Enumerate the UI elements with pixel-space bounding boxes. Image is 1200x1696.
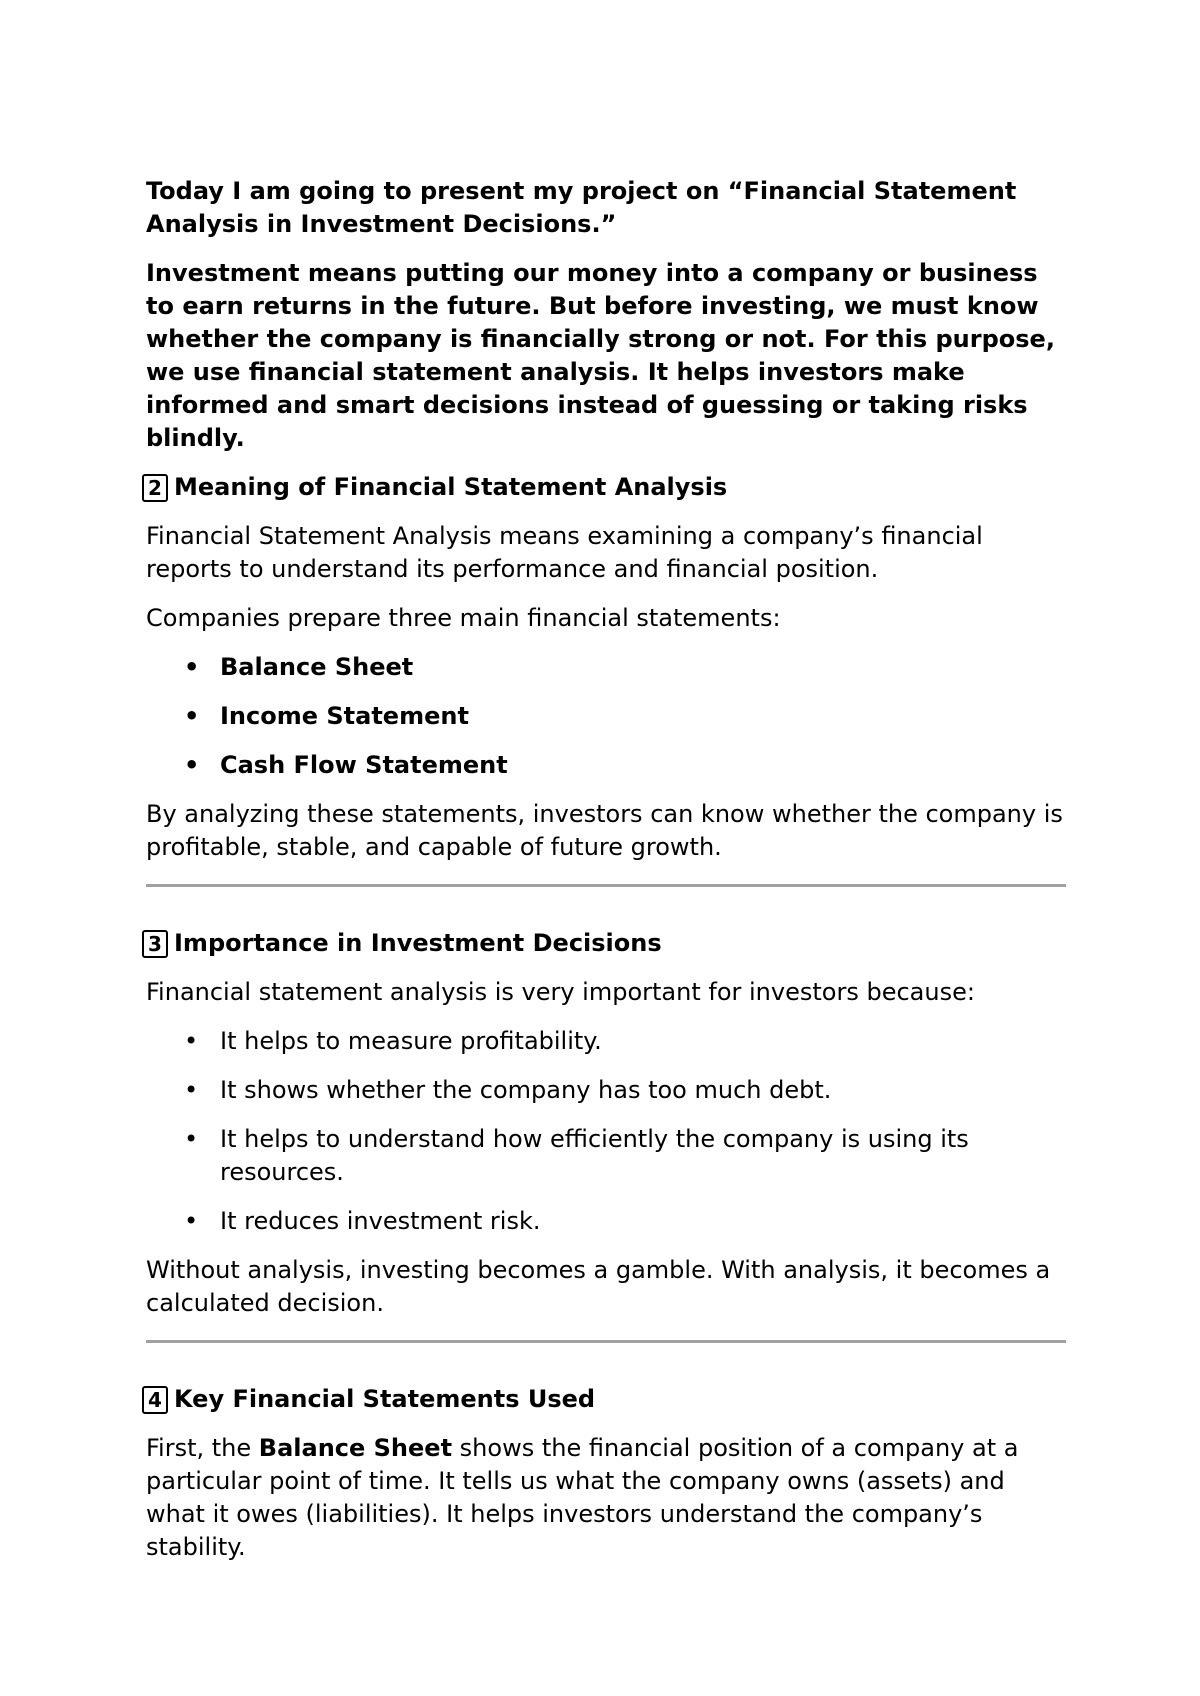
bold-term: Balance Sheet — [258, 1434, 453, 1462]
list-item-text: Balance Sheet — [220, 653, 414, 681]
list-item — [146, 1025, 1066, 1058]
section-3-title: Importance in Investment Decisions — [174, 929, 662, 957]
divider — [146, 1340, 1066, 1343]
section-2-heading — [146, 471, 1066, 504]
section-3-number-icon: 3 — [142, 930, 168, 958]
list-item-text: Cash Flow Statement — [220, 751, 508, 779]
section-3-paragraph-1: Financial statement analysis is very important for investors because: — [146, 978, 975, 1006]
list-item — [146, 1123, 1066, 1189]
text-run: shows the financial position of a company at a particular point of time. It tells us what the company owns (assets) and what it owes (liabilities). It helps investors understand the company’s stability. — [146, 1434, 1019, 1561]
statements-list — [146, 651, 1066, 782]
section-2-paragraph-3: By analyzing these statements, investors can know whether the company is profitable, stable, and capable of future growth. — [146, 800, 1063, 861]
section-2-paragraph-2: Companies prepare three main financial statements: — [146, 604, 781, 632]
section-4-paragraph-1 — [146, 1432, 1066, 1564]
importance-list — [146, 1025, 1066, 1238]
divider — [146, 884, 1066, 887]
list-item — [146, 651, 1066, 684]
list-item — [146, 749, 1066, 782]
text-run: First, the — [146, 1434, 259, 1462]
list-item — [146, 1074, 1066, 1107]
section-4-title: Key Financial Statements Used — [174, 1385, 596, 1413]
intro-paragraph: Investment means putting our money into a company or business to earn returns in the future. But before investing, we must know whether the company is financially strong or not. For this purpose, we use financial statement analysis. It helps investors make informed and smart decisions instead of guessing or taking risks blindly. — [146, 259, 1055, 452]
section-2-number-icon: 2 — [142, 474, 168, 502]
bullet-icon: • — [184, 702, 200, 730]
bullet-icon: • — [184, 1027, 199, 1055]
list-item-text: It helps to measure profitability. — [220, 1027, 602, 1055]
document-page — [146, 175, 1066, 1580]
list-item-text: Income Statement — [220, 702, 469, 730]
intro-title-paragraph: Today I am going to present my project on “Financial Statement Analysis in Investment Decisions.” — [146, 177, 1017, 238]
section-2-paragraph-1: Financial Statement Analysis means examining a company’s financial reports to understand its performance and financial position. — [146, 522, 983, 583]
section-2-title: Meaning of Financial Statement Analysis — [174, 473, 728, 501]
list-item-text: It helps to understand how efficiently the company is using its resources. — [220, 1125, 969, 1186]
bullet-icon: • — [184, 1207, 199, 1235]
section-3-heading — [146, 927, 1066, 960]
list-item-text: It reduces investment risk. — [220, 1207, 541, 1235]
bullet-icon: • — [184, 1076, 199, 1104]
section-3-paragraph-2: Without analysis, investing becomes a gamble. With analysis, it becomes a calculated decision. — [146, 1256, 1051, 1317]
bullet-icon: • — [184, 1125, 199, 1153]
section-4-heading — [146, 1383, 1066, 1416]
list-item — [146, 1205, 1066, 1238]
section-4-number-icon: 4 — [142, 1386, 168, 1414]
bullet-icon: • — [184, 653, 200, 681]
list-item — [146, 700, 1066, 733]
list-item-text: It shows whether the company has too much debt. — [220, 1076, 832, 1104]
bullet-icon: • — [184, 751, 200, 779]
